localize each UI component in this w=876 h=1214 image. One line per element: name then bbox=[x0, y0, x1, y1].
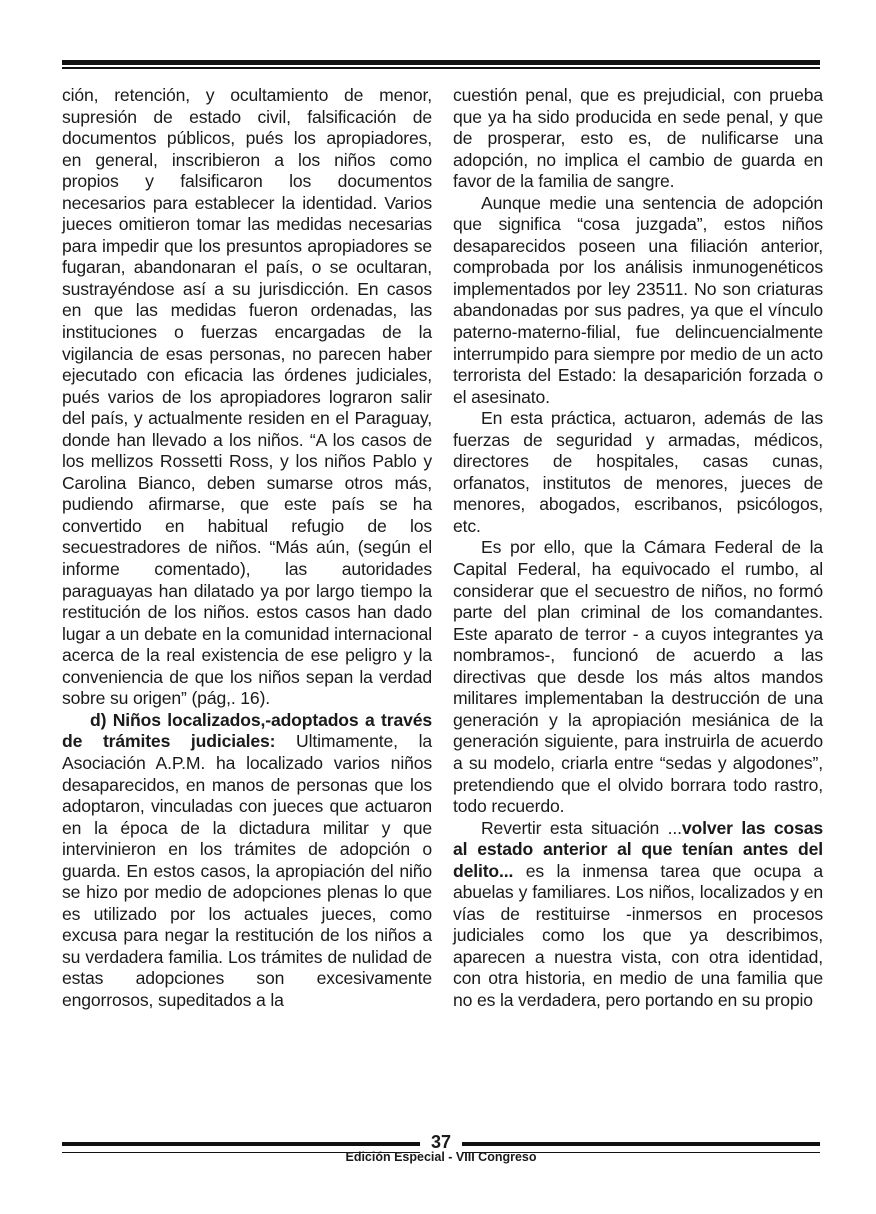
right-paragraph-2: Aunque medie una sentencia de adopción que significa “cosa juzgada”, estos niños desaparecidos poseen una filiación anterior, comprobada por los análisis inmunogenéticos implementados por ley 23511. No son criaturas abandonadas por sus padres, ya que el vínculo paterno-materno-filial, fue delincuencialmente interrumpido para siempre por medio de un acto terrorista del Estado: la desaparición forzada o el asesinato. bbox=[453, 192, 823, 407]
right-paragraph-5-start: Revertir esta situación ... bbox=[481, 817, 682, 838]
left-paragraph-1: ción, retención, y ocultamiento de menor, supresión de estado civil, falsificación de documentos públicos, pués los apropiadores, en general, inscribieron a los niños como propios y falsificaron los documentos necesarios para establecer la identidad. Varios jueces omitieron tomar las medidas necesarias para impedir que los presuntos apropiadores se fugaran, abandonaran el país, o se ocultaran, sustrayéndose así a su jurisdicción. En casos en que las medidas fueron ordenadas, las instituciones o fuerzas encargadas de la vigilancia de esas personas, no parecen haber ejecutado con eficacia las órdenes judiciales, pués varios de los apropiadores lograron salir del país, y actualmente residen en el Paraguay, donde han llevado a los niños. “A los casos de los mellizos Rossetti Ross, y los niños Pablo y Carolina Bianco, deben sumarse otros más, pudiendo afirmarse, que este país se ha convertido en habitual refugio de los secuestradores de niños. “Más aún, (según el informe comentado), las autoridades paraguayas han dilatado ya por largo tiempo la restitución de los niños. estos casos han dado lugar a un debate en la comunidad internacional acerca de la real existencia de ese peligro y la conveniencia de que los niños sepan la verdad sobre su origen” (pág,. 16). bbox=[62, 85, 432, 709]
section-heading-d: d) Niños localizados,-adoptados a través de trámites judiciales: bbox=[62, 709, 432, 752]
left-paragraph-2-body: Ultimamente, la Asociación A.P.M. ha localizado varios niños desaparecidos, en manos de personas que los adoptaron, vinculadas con jueces que actuaron en la época de la dictadura militar y que intervinieron en los trámites de adopción o guarda. En estos casos, la apropiación del niño se hizo por medio de adopciones plenas lo que es utilizado por los actuales jueces, como excusa para negar la restitución de los niños a su verdadera familia. Los trámites de nulidad de estas adopciones son excesivamente engorrosos, supeditados a la bbox=[62, 731, 432, 1010]
edition-label: Edición Especial - VIII Congreso bbox=[345, 1150, 537, 1164]
page-number: 37 bbox=[430, 1132, 452, 1152]
top-rule bbox=[62, 60, 820, 69]
right-paragraph-1: cuestión penal, que es prejudicial, con prueba que ya ha sido producida en sede penal, y que de prosperar, esto es, de nulificarse una adopción, no implica el cambio de guarda en favor de la familia de sangre. bbox=[453, 85, 823, 192]
right-paragraph-5-end: es la inmensa tarea que ocupa a abuelas y familiares. Los niños, localizados y en vías de restituirse -inmersos en procesos judiciales como los que ya describimos, aparecen a nuestra vista, con otra identidad, con otra historia, en medio de una familia que no es la verdadera, pero portando en su propio bbox=[453, 860, 823, 1010]
right-paragraph-3: En esta práctica, actuaron, además de las fuerzas de seguridad y armadas, médicos, directores de hospitales, casas cunas, orfanatos, institutos de menores, jueces de menores, abogados, escribanos, psicólogos, etc. bbox=[453, 408, 823, 536]
right-paragraph-4: Es por ello, que la Cámara Federal de la Capital Federal, ha equivocado el rumbo, al considerar que el secuestro de niños, no formó parte del plan criminal de los comandantes. Este aparato de terror - a cuyos integrantes ya nombramos-, funcionó de acuerdo a las directivas que desde los más altos mandos militares implementaban la destrucción de una generación y la apropiación mesiánica de la generación siguiente, para instruirla de acuerdo a su modelo, criarla entre “sedas y algodones”, pretendiendo que el olvido borrara todo rastro, todo recuerdo. bbox=[453, 537, 823, 817]
left-paragraph-2 bbox=[62, 710, 432, 1012]
left-column bbox=[62, 85, 432, 1125]
right-paragraph-5-bold: volver las cosas al estado anterior al que tenían antes del delito... bbox=[453, 817, 823, 881]
page-footer bbox=[62, 1132, 820, 1172]
right-column bbox=[453, 85, 823, 1125]
right-paragraph-5 bbox=[453, 818, 823, 1012]
